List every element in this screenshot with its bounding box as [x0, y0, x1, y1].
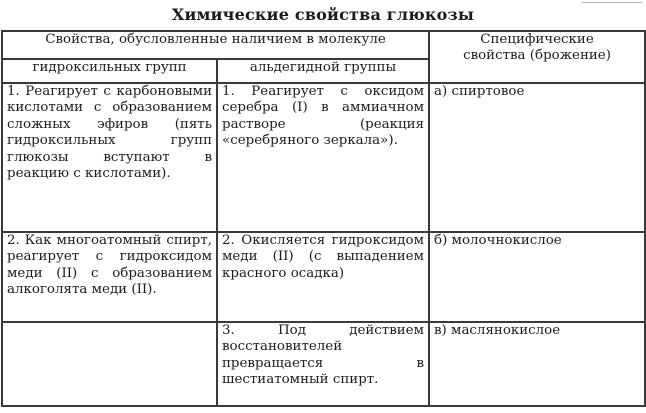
table-row [2, 83, 645, 232]
cell-hydroxyl-2: 2. Как многоатомный спирт, реагирует с гидроксидом меди (II) с образованием алкоголята меди (II). [2, 232, 217, 322]
subheader-aldehyde: альдегидной группы [217, 59, 429, 83]
cell-fermentation-3: в) маслянокислое [429, 322, 645, 406]
cell-fermentation-1: а) спиртовое [429, 83, 645, 232]
header-specific-properties [429, 31, 645, 83]
page-corner-mark [582, 0, 642, 3]
header-spec-line-1: Специфические [480, 32, 594, 47]
page-title: Химические свойства глюкозы [171, 5, 475, 24]
header-main: Свойства, обусловленные наличием в молекуле [2, 31, 429, 59]
table-row [2, 232, 645, 322]
glucose-properties-table [1, 30, 646, 407]
cell-fermentation-2: б) молочнокислое [429, 232, 645, 322]
cell-aldehyde-2: 2. Окисляется гидроксидом меди (II) (с выпадением красного осадка) [217, 232, 429, 322]
cell-aldehyde-3: 3. Под действием восстановителей превращается в шестиатомный спирт. [217, 322, 429, 406]
cell-hydroxyl-1: 1. Реагирует с карбоновыми кислотами с образованием сложных эфиров (пять гидроксильных групп глюкозы вступают в реакцию с кислотами). [2, 83, 217, 232]
cell-aldehyde-1: 1. Реагирует с оксидом серебра (I) в аммиачном растворе (реакция «серебряного зеркала»). [217, 83, 429, 232]
cell-hydroxyl-3 [2, 322, 217, 406]
table-header-row [2, 31, 645, 59]
table-row [2, 322, 645, 406]
subheader-hydroxyl: гидроксильных групп [2, 59, 217, 83]
header-spec-line-2: свойства (брожение) [463, 48, 611, 64]
